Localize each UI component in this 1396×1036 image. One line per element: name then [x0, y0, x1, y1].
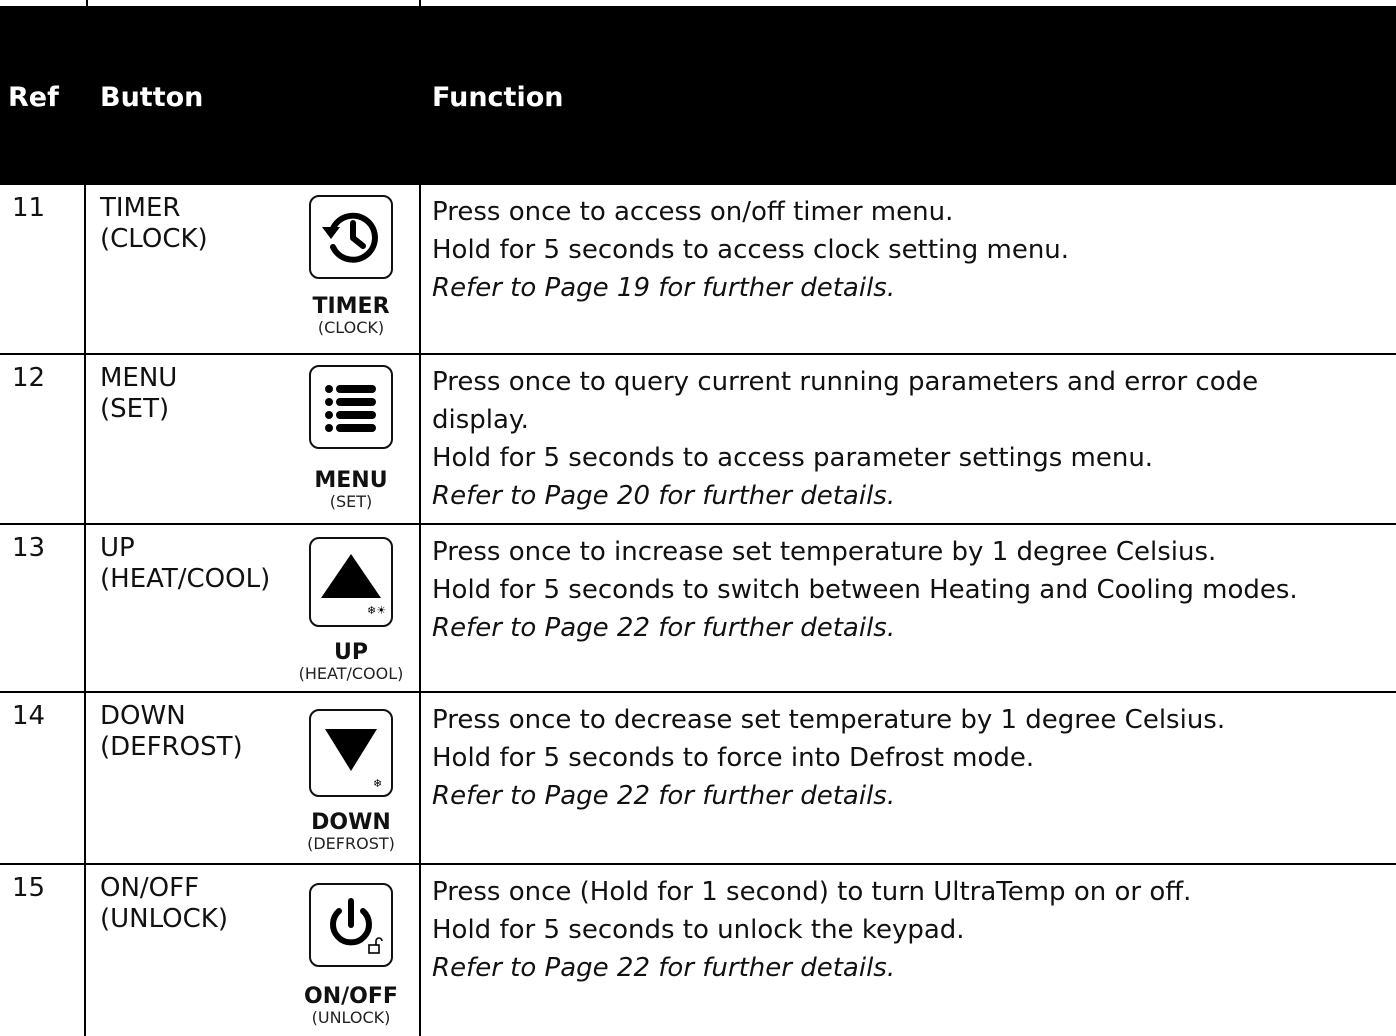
function-line: Press once to query current running parameters and error code display. — [432, 367, 1259, 435]
header-ref: Ref — [8, 82, 59, 113]
function-line: Hold for 5 seconds to access clock setting menu. — [432, 235, 1070, 265]
timer-button[interactable] — [309, 195, 393, 279]
divider — [84, 693, 86, 863]
row-function — [432, 363, 1382, 515]
function-line: Press once to increase set temperature by 1 degree Celsius. — [432, 537, 1217, 567]
table-row — [0, 863, 1396, 1036]
caption-sub: (DEFROST) — [307, 834, 395, 853]
clock-history-icon — [319, 205, 383, 269]
button-caption — [281, 295, 421, 337]
down-button[interactable] — [309, 709, 393, 797]
divider — [84, 525, 86, 691]
caption-main: UP — [334, 640, 368, 665]
row-function — [432, 701, 1382, 815]
divider — [84, 185, 86, 353]
button-sublabel: (DEFROST) — [100, 732, 243, 762]
table-row — [0, 691, 1396, 863]
function-line: Press once to access on/off timer menu. — [432, 197, 954, 227]
header-button: Button — [100, 82, 204, 113]
button-label: DOWN — [100, 701, 186, 731]
button-label: UP — [100, 533, 135, 563]
menu-button[interactable] — [309, 365, 393, 449]
up-button[interactable] — [309, 537, 393, 627]
caption-main: DOWN — [311, 810, 391, 835]
function-line: Hold for 5 seconds to force into Defrost mode. — [432, 743, 1035, 773]
function-line: Hold for 5 seconds to access parameter settings menu. — [432, 443, 1154, 473]
caption-sub: (SET) — [329, 492, 373, 511]
down-triangle-icon — [313, 715, 389, 791]
button-sublabel: (SET) — [100, 394, 170, 424]
function-note: Refer to Page 20 for further details. — [432, 481, 896, 511]
row-ref: 13 — [12, 533, 46, 563]
divider — [84, 355, 86, 523]
previous-table-bottom — [0, 0, 1396, 8]
function-note: Refer to Page 19 for further details. — [432, 273, 896, 303]
row-button-name — [100, 873, 228, 935]
function-line: Hold for 5 seconds to switch between Heating and Cooling modes. — [432, 575, 1298, 605]
row-ref: 15 — [12, 873, 46, 903]
function-note: Refer to Page 22 for further details. — [432, 781, 896, 811]
function-line: Press once to decrease set temperature by 1 degree Celsius. — [432, 705, 1226, 735]
button-caption — [281, 811, 421, 853]
power-icon — [319, 893, 383, 957]
divider — [84, 865, 86, 1036]
row-ref: 11 — [12, 193, 46, 223]
row-function — [432, 873, 1382, 987]
function-line: Press once (Hold for 1 second) to turn UltraTemp on or off. — [432, 877, 1192, 907]
row-function — [432, 533, 1382, 647]
button-label: TIMER — [100, 193, 181, 223]
power-button[interactable] — [309, 883, 393, 967]
svg-text:❄: ❄ — [373, 777, 383, 790]
row-button-name — [100, 701, 243, 763]
row-button-name — [100, 533, 270, 595]
menu-list-icon — [319, 375, 383, 439]
caption-main: ON/OFF — [304, 984, 398, 1009]
button-caption — [281, 469, 421, 511]
up-triangle-icon — [313, 544, 389, 620]
caption-sub: (HEAT/COOL) — [298, 664, 404, 683]
function-note: Refer to Page 22 for further details. — [432, 953, 896, 983]
button-sublabel: (HEAT/COOL) — [100, 564, 271, 594]
table-header — [0, 8, 1396, 183]
table-row — [0, 353, 1396, 523]
header-function: Function — [432, 82, 564, 113]
row-function — [432, 193, 1382, 307]
caption-sub: (CLOCK) — [317, 318, 385, 337]
button-caption — [281, 985, 421, 1027]
button-sublabel: (CLOCK) — [100, 224, 208, 254]
row-button-name — [100, 193, 208, 255]
button-sublabel: (UNLOCK) — [100, 904, 228, 934]
svg-text:❄☀: ❄☀ — [367, 604, 387, 617]
row-ref: 12 — [12, 363, 46, 393]
caption-sub: (UNLOCK) — [311, 1008, 391, 1027]
row-button-name — [100, 363, 177, 425]
function-note: Refer to Page 22 for further details. — [432, 613, 896, 643]
button-caption — [281, 641, 421, 683]
button-label: MENU — [100, 363, 178, 393]
table-row — [0, 523, 1396, 691]
caption-main: MENU — [314, 468, 388, 493]
caption-main: TIMER — [312, 294, 390, 319]
row-ref: 14 — [12, 701, 46, 731]
table-row — [0, 183, 1396, 353]
button-label: ON/OFF — [100, 873, 200, 903]
function-line: Hold for 5 seconds to unlock the keypad. — [432, 915, 965, 945]
